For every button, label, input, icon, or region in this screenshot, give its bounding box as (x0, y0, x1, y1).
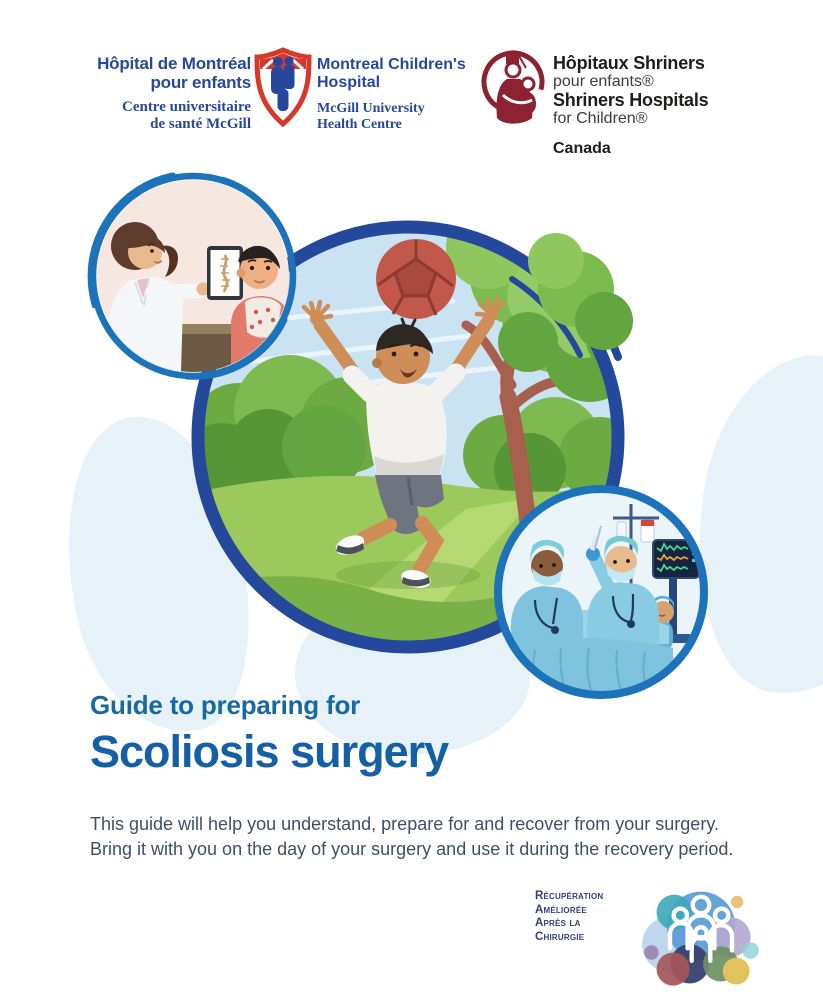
shriners-fr-line1: Hôpitaux Shriners (553, 53, 705, 73)
surgery-illustration (483, 474, 719, 710)
ball (376, 239, 456, 319)
shriners-en-line2: for Children® (553, 110, 648, 128)
raac-line2: Améliorée (535, 903, 587, 916)
shriners-logo-text (553, 54, 708, 158)
shriners-country: Canada (553, 140, 611, 158)
mch-name-fr-line1: Hôpital de Montréal (97, 54, 251, 73)
intro-line2: Bring it with you on the day of your surgery and use it during the recovery period. (90, 838, 734, 859)
mch-logo-english (317, 56, 466, 134)
shriners-emblem-icon (477, 46, 549, 134)
mch-shield-icon (254, 47, 312, 127)
raac-circles-icon (639, 884, 763, 988)
title-block (90, 690, 448, 778)
raac-line1: Récupération (535, 890, 604, 902)
muhc-fr-line1: Centre universitaire (121, 99, 251, 116)
mch-name-en-line2: Hospital (317, 73, 381, 91)
mch-name-en-line1: Montreal Children's (317, 56, 466, 73)
raac-line3: Après la (535, 917, 581, 930)
page-title: Scoliosis surgery (90, 726, 449, 777)
mch-logo-french (70, 54, 251, 134)
muhc-en-line2: Health Centre (317, 117, 402, 133)
intro-line1: This guide will help you understand, prepare for and recover from your surgery. (90, 814, 719, 834)
raac-logo (535, 884, 763, 988)
mch-name-fr-line2: pour enfants (150, 73, 251, 93)
muhc-en-line1: McGill University (317, 100, 425, 116)
muhc-fr-line2: de santé McGill (150, 116, 251, 133)
raac-logo-text (535, 890, 637, 944)
consultation-illustration (75, 158, 311, 394)
title-kicker: Guide to preparing for (90, 690, 361, 720)
shriners-fr-line2: pour enfants® (553, 73, 654, 91)
raac-line4: Chirurgie (535, 930, 585, 943)
intro-paragraph (90, 812, 780, 862)
shriners-en-line1: Shriners Hospitals (553, 90, 709, 111)
